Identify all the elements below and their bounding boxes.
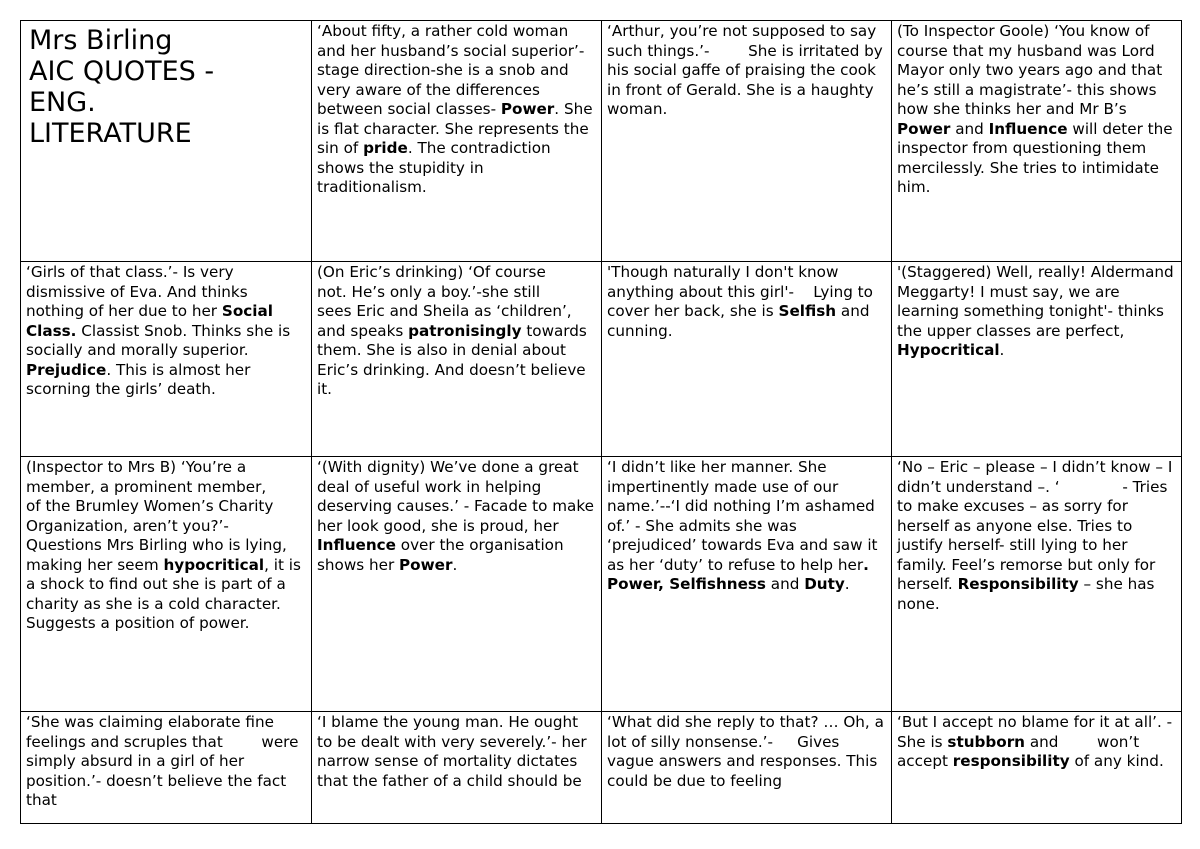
keyword: Hypocritical xyxy=(897,341,1000,359)
keyword: Selfish xyxy=(778,302,837,320)
keyword: patronisingly xyxy=(408,321,522,340)
quote-text: and xyxy=(765,575,805,593)
quote-text: and xyxy=(950,119,989,138)
quote-cell xyxy=(892,21,1182,262)
keyword: Duty xyxy=(804,575,845,593)
keyword: pride xyxy=(363,139,408,157)
quote-text: ‘(With dignity) We’ve done a great deal of useful work in helping deserving causes.’ - Facade to make her look good, she is proud, her xyxy=(317,458,594,535)
quote-cell xyxy=(602,262,892,457)
keyword: Social Class. xyxy=(26,302,273,340)
quote-text: Classist Snob. Thinks she is socially and morally superior. xyxy=(26,321,291,359)
quote-text: . The contradiction shows the stupidity in traditionalism. xyxy=(317,139,551,196)
document-title-line: Mrs Birling xyxy=(29,25,173,56)
quote-cell xyxy=(602,21,892,262)
quote-text: ‘What did she reply to that? … Oh, a lot of silly nonsense.’- Gives vague answers and responses. This could be due to feeling xyxy=(607,713,889,790)
keyword: Responsibility xyxy=(957,575,1079,593)
quote-text: (Inspector to Mrs B) ‘You’re a member, a prominent member, of the Brumley Women’s Charity Organization, aren’t you?’- Questions Mrs Birling who is lying, making her seem xyxy=(26,458,305,574)
quote-cell xyxy=(21,262,312,457)
quote-text: . xyxy=(452,555,458,574)
table-row xyxy=(21,457,1182,712)
quote-cell xyxy=(892,457,1182,712)
keyword: . Power, Selfishness xyxy=(607,555,869,593)
quote-cell xyxy=(892,712,1182,824)
keyword: Power xyxy=(500,100,555,118)
quote-text: ‘But I accept no blame for it at all’. - She is xyxy=(897,713,1173,751)
quote-text: will deter the inspector from questioning them mercilessly. She tries to intimidate him. xyxy=(897,119,1173,196)
quote-text: and won’t accept xyxy=(897,732,1144,770)
quote-text: towards them. She is also in denial about Eric’s drinking. And doesn’t believe it. xyxy=(317,321,587,398)
quote-text: . This is almost her scorning the girls’ death. xyxy=(26,360,251,398)
document-title-line: LITERATURE xyxy=(29,118,192,149)
quote-text: – she has none. xyxy=(897,575,1155,613)
quote-cell xyxy=(892,262,1182,457)
keyword: stubborn xyxy=(947,732,1025,751)
quote-text: ‘No – Eric – please – I didn’t know – I didn’t understand –. ‘ - Tries to make excuses – as sorry for herself as anyone else. Tries to justify herself- still lying to her family. Feel’s remorse but only for herself. xyxy=(897,458,1178,593)
quote-text: . xyxy=(844,575,850,593)
document-title-line: ENG. xyxy=(29,87,96,118)
keyword: Influence xyxy=(317,536,396,554)
quote-text: (On Eric’s drinking) ‘Of course not. He’s only a boy.’-she still sees Eric and Sheila as ‘children’, and speaks xyxy=(317,263,580,340)
quote-cell xyxy=(21,457,312,712)
title-cell xyxy=(21,21,312,262)
table-row xyxy=(21,21,1182,262)
quote-text: ‘She was claiming elaborate fine feelings and scruples that were simply absurd in a girl of her position.’- doesn’t believe the fact that xyxy=(26,713,304,809)
quote-text: '(Staggered) Well, really! Aldermand Meggarty! I must say, we are learning something tonight'- thinks the upper classes are perfect, xyxy=(897,263,1174,340)
quote-cell xyxy=(602,457,892,712)
quote-text: and cunning. xyxy=(607,302,870,340)
quote-text: ‘I didn’t like her manner. She impertinently made use of our name.’--‘I did nothing I’m ashamed of.’ - She admits she was ‘prejudiced’ towards Eva and saw it as her ‘duty’ to refuse to help her xyxy=(607,458,878,574)
table-row xyxy=(21,262,1182,457)
quote-text: ‘About fifty, a rather cold woman and her husband’s social superior’- stage direction-she is a snob and very aware of the differences between social classes- xyxy=(317,22,585,118)
quote-text: over the organisation shows her xyxy=(317,536,564,574)
quote-cell xyxy=(312,262,602,457)
quote-text: (To Inspector Goole) ‘You know of course that my husband was Lord Mayor only two years ago and that he’s still a magistrate’- this shows how she thinks her and Mr B’s xyxy=(897,22,1163,118)
quote-text: 'Though naturally I don't know anything about this girl'- Lying to cover her back, she is xyxy=(607,263,878,320)
quote-text: , it is a shock to find out she is part of a charity as she is a cold character. Suggests a position of power. xyxy=(26,555,301,632)
keyword: Influence xyxy=(988,119,1068,138)
quote-cell xyxy=(312,712,602,824)
keyword: Prejudice xyxy=(26,360,107,379)
quote-cell xyxy=(21,712,312,824)
quote-text: ‘Girls of that class.’- Is very dismissive of Eva. And thinks nothing of her due to her xyxy=(26,263,248,320)
keyword: Power xyxy=(897,119,951,138)
quote-cell xyxy=(602,712,892,824)
quote-text: ‘Arthur, you’re not supposed to say such things.’- She is irritated by his social gaffe of praising the cook in front of Gerald. She is a haughty woman. xyxy=(607,22,888,118)
quotes-table xyxy=(20,20,1182,824)
quote-text: . She is flat character. She represents the sin of xyxy=(317,100,593,157)
keyword: hypocritical xyxy=(163,555,265,574)
quote-text: ‘I blame the young man. He ought to be dealt with very severely.’- her narrow sense of mortality dictates that the father of a child should be xyxy=(317,713,587,790)
quote-cell xyxy=(312,21,602,262)
quote-cell xyxy=(312,457,602,712)
quote-text: . xyxy=(999,341,1005,359)
table-row xyxy=(21,712,1182,824)
keyword: responsibility xyxy=(952,752,1070,770)
document-title-line: AIC QUOTES - xyxy=(29,56,215,87)
quote-text: of any kind. xyxy=(1069,752,1164,770)
keyword: Power xyxy=(399,555,453,574)
